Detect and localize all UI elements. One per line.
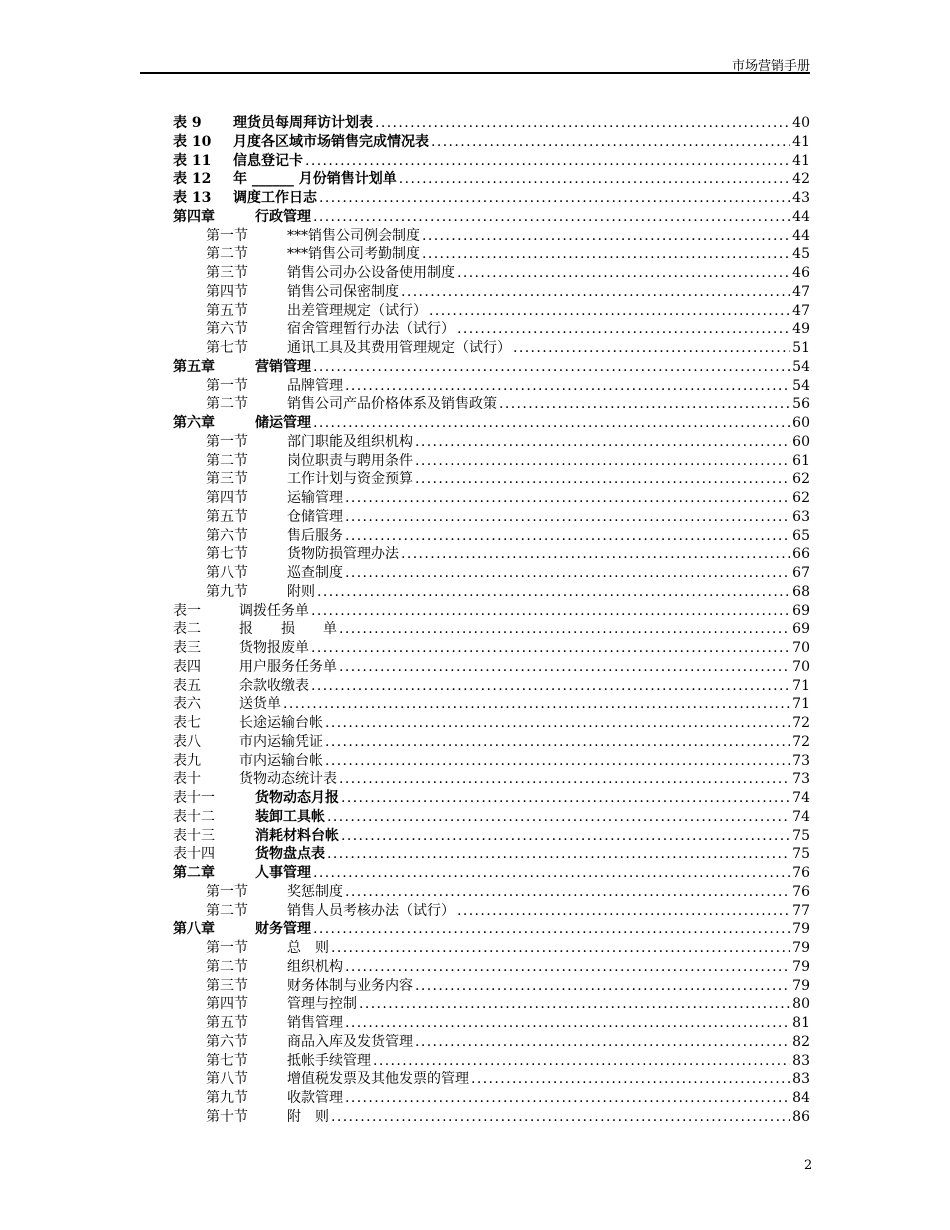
dot-leader: [422, 227, 790, 246]
toc-entry-number: 第八节: [206, 1071, 248, 1088]
toc-entry-title: 岗位职责与聘用条件: [287, 452, 413, 469]
dot-leader: [345, 1014, 790, 1033]
toc-entry[interactable]: [173, 639, 810, 658]
dot-leader: [339, 770, 790, 789]
toc-entry[interactable]: [173, 770, 810, 789]
page-number: 2: [804, 1158, 813, 1173]
toc-entry-number: 第五章: [173, 358, 215, 375]
dot-leader: [345, 489, 790, 508]
toc-entry-page: 54: [792, 358, 810, 375]
toc-entry-page: 40: [792, 115, 810, 131]
toc-entry-number: 第三节: [206, 265, 248, 281]
toc-entry-number: 第二章: [173, 865, 215, 881]
toc-entry-title: 销售公司办公设备使用制度: [287, 265, 455, 281]
toc-entry-page: 75: [792, 827, 810, 844]
toc-entry[interactable]: [173, 658, 810, 677]
dot-leader: [325, 733, 790, 752]
toc-entry[interactable]: [173, 864, 810, 883]
toc-entry-number: 表十一: [173, 790, 215, 806]
dot-leader: [401, 545, 790, 564]
toc-entry-number: 第四章: [173, 208, 215, 225]
toc-entry-title: 总 则: [287, 940, 329, 956]
toc-entry-number: 第十节: [206, 1108, 248, 1125]
toc-entry-number: 第四节: [206, 996, 248, 1013]
toc-entry-title: 财务管理: [255, 921, 311, 938]
dot-leader: [457, 320, 790, 339]
toc-entry-number: 第四节: [206, 490, 248, 506]
toc-entry-title: 调度工作日志: [233, 190, 317, 206]
dot-leader: [313, 358, 790, 377]
toc-entry-page: 79: [792, 958, 810, 975]
toc-entry-page: 47: [792, 302, 810, 319]
toc-entry-title: 理货员每周拜访计划表: [233, 115, 373, 131]
toc-entry-title: 销售人员考核办法（试行）: [287, 902, 455, 919]
toc-entry-page: 83: [792, 1052, 810, 1069]
dot-leader: [345, 527, 790, 546]
toc-entry[interactable]: [173, 1070, 810, 1089]
toc-entry-number: 第七节: [206, 546, 248, 563]
dot-leader: [415, 433, 790, 452]
toc-entry-number: 第二节: [206, 902, 248, 919]
toc-entry-number: 第一节: [206, 940, 248, 956]
toc-entry-page: 60: [792, 433, 810, 450]
toc-entry-number: 第一节: [206, 433, 248, 450]
toc-entry-title: 品牌管理: [287, 377, 343, 394]
toc-entry-page: 73: [792, 771, 810, 788]
toc-entry[interactable]: [173, 377, 810, 396]
dot-leader: [457, 902, 790, 921]
toc-entry-page: 45: [792, 246, 810, 263]
toc-entry[interactable]: [173, 958, 810, 977]
toc-entry[interactable]: [173, 320, 810, 339]
toc-entry-title: 报 损 单: [239, 621, 337, 638]
toc-entry[interactable]: [173, 302, 810, 321]
toc-entry-title: 调拨任务单: [239, 602, 309, 619]
toc-entry-number: 表三: [173, 640, 201, 656]
toc-entry-number: 第七节: [206, 1052, 248, 1069]
toc-entry-title: 组织机构: [287, 958, 343, 975]
toc-entry-title: 消耗材料台帐: [255, 827, 339, 844]
toc-entry[interactable]: [173, 620, 810, 639]
toc-entry-page: 79: [792, 921, 810, 938]
toc-entry-page: 66: [792, 546, 810, 563]
dot-leader: [311, 677, 790, 696]
toc-entry[interactable]: [173, 114, 810, 133]
dot-leader: [457, 264, 790, 283]
toc-entry-title: 售后服务: [287, 527, 343, 544]
toc-entry[interactable]: [173, 845, 810, 864]
toc-entry[interactable]: [173, 527, 810, 546]
toc-entry[interactable]: [173, 452, 810, 471]
toc-entry-page: 76: [792, 865, 810, 881]
toc-entry[interactable]: [173, 170, 810, 189]
dot-leader: [339, 620, 790, 639]
dot-leader: [375, 114, 790, 133]
toc-entry[interactable]: [173, 939, 810, 958]
dot-leader: [345, 883, 790, 902]
toc-entry-number: 第二节: [206, 958, 248, 975]
toc-entry-number: 第二节: [206, 246, 248, 263]
toc-entry[interactable]: [173, 752, 810, 771]
toc-entry-title: 收款管理: [287, 1090, 343, 1106]
toc-entry-number: 第一节: [206, 883, 248, 900]
toc-entry-number: 表十三: [173, 827, 215, 844]
toc-entry[interactable]: [173, 714, 810, 733]
toc-entry[interactable]: [173, 414, 810, 433]
dot-leader: [471, 1070, 790, 1089]
toc-entry-number: 第五节: [206, 1015, 248, 1031]
toc-entry[interactable]: [173, 470, 810, 489]
toc-entry-title: 出差管理规定（试行）: [287, 302, 427, 319]
dot-leader: [345, 1089, 790, 1108]
toc-entry-title: 货物报废单: [239, 640, 309, 656]
toc-entry-title: 工作计划与资金预算: [287, 471, 413, 488]
toc-entry-page: 44: [792, 227, 810, 244]
toc-entry[interactable]: [173, 827, 810, 846]
toc-entry-number: 第一节: [206, 227, 248, 244]
running-header: 市场营销手册: [731, 59, 810, 74]
toc-entry-page: 69: [792, 621, 810, 638]
toc-entry[interactable]: [173, 1108, 810, 1127]
toc-entry-page: 44: [792, 208, 810, 225]
toc-entry-number: 第五节: [206, 302, 248, 319]
toc-entry-title: 运输管理: [287, 490, 343, 506]
toc-entry-page: 62: [792, 471, 810, 488]
toc-entry-number: 第五节: [206, 508, 248, 525]
toc-entry-title: 商品入库及发货管理: [287, 1033, 413, 1050]
toc-entry-page: 73: [792, 752, 810, 769]
dot-leader: [373, 1052, 790, 1071]
toc-entry-number: 第八章: [173, 921, 215, 938]
toc-entry-number: 第六章: [173, 415, 215, 431]
toc-entry-number: 第二节: [206, 396, 248, 413]
toc-entry[interactable]: [173, 1089, 810, 1108]
toc-entry-page: 72: [792, 733, 810, 750]
dot-leader: [341, 827, 790, 846]
toc-entry-page: 61: [792, 452, 810, 469]
toc-entry-number: 第二节: [206, 452, 248, 469]
dot-leader: [305, 152, 790, 171]
toc-entry-number: 第六节: [206, 1033, 248, 1050]
toc-entry-title: 信息登记卡: [233, 152, 303, 169]
toc-entry-title: 货物盘点表: [255, 846, 325, 863]
toc-entry-number: 表八: [173, 733, 201, 750]
toc-entry[interactable]: [173, 977, 810, 996]
toc-entry-title: 销售公司保密制度: [287, 283, 399, 300]
toc-entry-title: 余款收缴表: [239, 677, 309, 694]
toc-entry-number: 第九节: [206, 1090, 248, 1106]
toc-entry-number: 表九: [173, 752, 201, 769]
toc-entry-title: 仓储管理: [287, 508, 343, 525]
toc-entry-title: 销售公司产品价格体系及销售政策: [287, 396, 497, 413]
dot-leader: [339, 658, 790, 677]
toc-entry-title: 长途运输台帐: [239, 715, 323, 731]
toc-entry-number: 表七: [173, 715, 201, 731]
toc-entry-title: 部门职能及组织机构: [287, 433, 413, 450]
toc-entry-page: 70: [792, 640, 810, 656]
toc-entry-title: 货物防损管理办法: [287, 546, 399, 563]
toc-entry[interactable]: [173, 133, 810, 152]
toc-entry-number: 第六节: [206, 321, 248, 338]
toc-entry-title: 营销管理: [255, 358, 311, 375]
toc-entry-page: 83: [792, 1071, 810, 1088]
toc-entry-page: 67: [792, 565, 810, 581]
toc-entry-page: 46: [792, 265, 810, 281]
toc-entry[interactable]: [173, 883, 810, 902]
dot-leader: [345, 958, 790, 977]
toc-entry-page: 56: [792, 396, 810, 413]
toc-entry-page: 75: [792, 846, 810, 863]
toc-entry-page: 71: [792, 677, 810, 694]
toc-entry-page: 69: [792, 602, 810, 619]
table-of-contents: [173, 114, 810, 1127]
toc-entry-title: 人事管理: [255, 865, 311, 881]
toc-entry-title: 附 则: [287, 1108, 329, 1125]
dot-leader: [325, 714, 790, 733]
toc-entry-page: 60: [792, 415, 810, 431]
toc-entry-number: 表十: [173, 771, 201, 788]
toc-entry-title: 送货单: [239, 696, 281, 713]
dot-leader: [283, 695, 790, 714]
toc-entry-page: 81: [792, 1015, 810, 1031]
toc-entry-title: 销售管理: [287, 1015, 343, 1031]
toc-entry-page: 62: [792, 490, 810, 506]
toc-entry[interactable]: [173, 283, 810, 302]
toc-entry-title: 行政管理: [255, 208, 311, 225]
toc-entry-page: 86: [792, 1108, 810, 1125]
toc-entry-title: 抵帐手续管理: [287, 1052, 371, 1069]
dot-leader: [399, 170, 790, 189]
toc-entry[interactable]: [173, 545, 810, 564]
toc-entry-number: 表 9: [173, 115, 202, 131]
toc-entry-page: 70: [792, 658, 810, 675]
toc-entry-number: 第三节: [206, 471, 248, 488]
toc-entry-title: 储运管理: [255, 415, 311, 431]
toc-entry-page: 82: [792, 1033, 810, 1050]
toc-entry-page: 79: [792, 940, 810, 956]
dot-leader: [311, 602, 790, 621]
toc-entry[interactable]: [173, 564, 810, 583]
dot-leader: [317, 583, 790, 602]
dot-leader: [313, 414, 790, 433]
dot-leader: [345, 377, 790, 396]
toc-entry-page: 74: [792, 808, 810, 825]
toc-entry[interactable]: [173, 1014, 810, 1033]
header-rule: [140, 72, 810, 74]
toc-entry[interactable]: [173, 902, 810, 921]
toc-entry-number: 第七节: [206, 340, 248, 356]
toc-entry[interactable]: [173, 789, 810, 808]
dot-leader: [313, 208, 790, 227]
toc-entry-page: 49: [792, 321, 810, 338]
dot-leader: [422, 245, 790, 264]
dot-leader: [513, 339, 790, 358]
toc-entry-title: ***销售公司考勤制度: [287, 246, 420, 263]
toc-entry-title: 管理与控制: [287, 996, 357, 1013]
toc-entry-title: 宿舍管理暂行办法（试行）: [287, 321, 455, 338]
toc-entry-title: ***销售公司例会制度: [287, 227, 420, 244]
dot-leader: [313, 864, 790, 883]
toc-entry-number: 第六节: [206, 527, 248, 544]
dot-leader: [327, 808, 790, 827]
toc-entry-number: 表四: [173, 658, 201, 675]
toc-entry[interactable]: [173, 733, 810, 752]
toc-entry-number: 表 11: [173, 152, 212, 169]
toc-entry-page: 84: [792, 1090, 810, 1106]
toc-entry-title: 巡查制度: [287, 565, 343, 581]
dot-leader: [415, 452, 790, 471]
toc-entry-number: 表五: [173, 677, 201, 694]
toc-entry-number: 第九节: [206, 583, 248, 600]
toc-entry-page: 54: [792, 377, 810, 394]
toc-entry-page: 77: [792, 902, 810, 919]
toc-entry-title: 用户服务任务单: [239, 658, 337, 675]
toc-entry-page: 74: [792, 790, 810, 806]
dot-leader: [415, 470, 790, 489]
toc-entry[interactable]: [173, 264, 810, 283]
toc-entry[interactable]: [173, 920, 810, 939]
dot-leader: [319, 189, 790, 208]
toc-entry-title: 货物动态统计表: [239, 771, 337, 788]
dot-leader: [325, 752, 790, 771]
toc-entry-title: 装卸工具帐: [255, 808, 325, 825]
toc-entry[interactable]: [173, 339, 810, 358]
toc-entry-title: 奖惩制度: [287, 883, 343, 900]
toc-entry-page: 79: [792, 977, 810, 994]
toc-entry-title: 财务体制与业务内容: [287, 977, 413, 994]
toc-entry-page: 72: [792, 715, 810, 731]
toc-entry-page: 47: [792, 283, 810, 300]
dot-leader: [415, 977, 790, 996]
dot-leader: [359, 995, 790, 1014]
toc-entry-title: 附则: [287, 583, 315, 600]
toc-entry-title: 月度各区域市场销售完成情况表: [233, 133, 429, 150]
toc-entry-page: 41: [792, 152, 810, 169]
toc-entry-title: 增值税发票及其他发票的管理: [287, 1071, 469, 1088]
dot-leader: [429, 302, 790, 321]
toc-entry[interactable]: [173, 189, 810, 208]
dot-leader: [431, 133, 790, 152]
toc-entry[interactable]: [173, 227, 810, 246]
toc-entry-page: 41: [792, 133, 810, 150]
toc-entry-number: 第四节: [206, 283, 248, 300]
toc-entry[interactable]: [173, 808, 810, 827]
toc-entry[interactable]: [173, 583, 810, 602]
toc-entry[interactable]: [173, 995, 810, 1014]
toc-entry[interactable]: [173, 358, 810, 377]
toc-entry-number: 表 10: [173, 133, 212, 150]
toc-entry[interactable]: [173, 152, 810, 171]
toc-entry-title: 货物动态月报: [255, 790, 339, 806]
toc-entry-number: 表十二: [173, 808, 215, 825]
toc-entry-page: 68: [792, 583, 810, 600]
toc-entry-number: 表六: [173, 696, 201, 713]
dot-leader: [415, 1033, 790, 1052]
toc-entry-page: 80: [792, 996, 810, 1013]
dot-leader: [499, 395, 790, 414]
toc-entry[interactable]: [173, 1052, 810, 1071]
toc-entry-page: 43: [792, 190, 810, 206]
toc-entry-page: 63: [792, 508, 810, 525]
dot-leader: [341, 789, 790, 808]
toc-entry[interactable]: [173, 1033, 810, 1052]
toc-entry-page: 65: [792, 527, 810, 544]
toc-entry[interactable]: [173, 245, 810, 264]
toc-entry-number: 第三节: [206, 977, 248, 994]
toc-entry-number: 表十四: [173, 846, 215, 863]
toc-entry-page: 71: [792, 696, 810, 713]
toc-entry-number: 第八节: [206, 565, 248, 581]
toc-entry-number: 表 12: [173, 171, 212, 188]
dot-leader: [311, 639, 790, 658]
toc-entry[interactable]: [173, 208, 810, 227]
dot-leader: [327, 845, 790, 864]
dot-leader: [345, 508, 790, 527]
toc-entry-title: 市内运输台帐: [239, 752, 323, 769]
toc-entry-number: 表 13: [173, 190, 212, 206]
toc-entry-title: 市内运输凭证: [239, 733, 323, 750]
dot-leader: [313, 920, 790, 939]
toc-entry[interactable]: [173, 695, 810, 714]
toc-entry-page: 51: [792, 340, 810, 356]
toc-entry-number: 表一: [173, 602, 201, 619]
toc-entry-page: 76: [792, 883, 810, 900]
toc-entry[interactable]: [173, 602, 810, 621]
toc-entry[interactable]: [173, 677, 810, 696]
toc-entry[interactable]: [173, 489, 810, 508]
toc-entry-number: 表二: [173, 621, 201, 638]
toc-entry[interactable]: [173, 395, 810, 414]
toc-entry[interactable]: [173, 508, 810, 527]
toc-entry-number: 第一节: [206, 377, 248, 394]
toc-entry-page: 42: [792, 171, 810, 188]
dot-leader: [331, 1108, 790, 1127]
dot-leader: [345, 564, 790, 583]
dot-leader: [331, 939, 790, 958]
toc-entry[interactable]: [173, 433, 810, 452]
toc-entry-title: 年 ______ 月份销售计划单: [233, 171, 397, 188]
toc-entry-title: 通讯工具及其费用管理规定（试行）: [287, 340, 511, 356]
dot-leader: [401, 283, 790, 302]
